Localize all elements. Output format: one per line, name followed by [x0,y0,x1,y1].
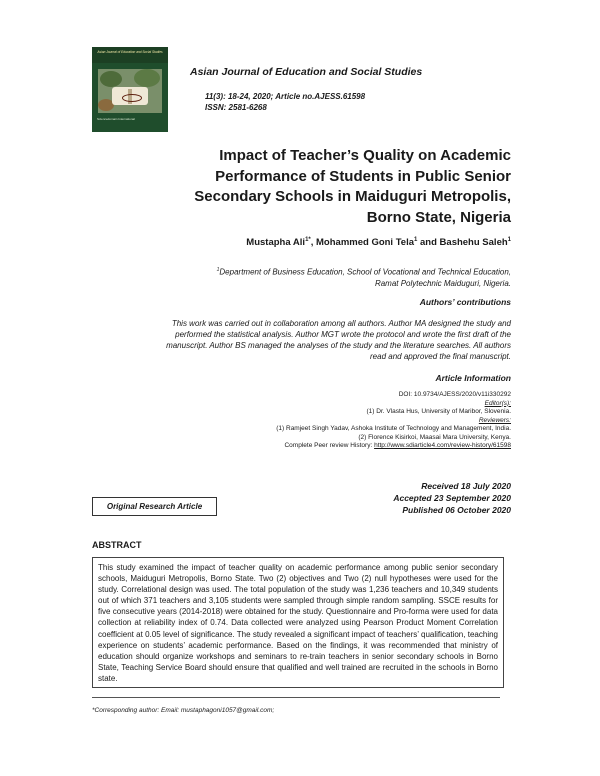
cover-title: Asian Journal of Education and Social Studies [97,50,163,54]
cover-photo [98,69,162,113]
author-name: Mohammed Goni Tela [316,237,415,249]
title-line: Borno State, Nigeria [366,208,511,226]
contributions-line: This work was carried out in collaboration among all authors. Author MA designed the study and [171,319,511,328]
reviewers-label: Reviewers: [478,416,511,424]
contributions-line: read and approved the final manuscript. [370,352,511,361]
contributions-line: manuscript. Author BS managed the analyses of the study and the literature searches. All authors [166,341,511,350]
received-date: Received 18 July 2020 [421,481,511,491]
cover-publisher: Sciencedomain International [97,117,135,121]
reviewer: (1) Ramjeet Singh Yadav, Ashoka Institute of Technology and Management, India. [276,425,511,432]
issn: ISSN: 2581-6268 [205,103,267,112]
corresponding-author-footnote: *Corresponding author: Email: mustaphagoni1057@gmail.com; [92,707,275,714]
title-line: Impact of Teacher’s Quality on Academic [219,147,511,164]
affiliation-line: Ramat Polytechnic Maiduguri, Nigeria. [374,278,511,288]
title-line: Secondary Schools in Maiduguri Metropolis, [194,188,511,205]
author-name: Mustapha Ali [246,237,306,249]
author-affil-mark: 1 [414,237,418,243]
glasses-illustration [122,94,142,102]
journal-cover-image [92,47,168,132]
contributions-text [81,318,511,362]
published-date: Published 06 October 2020 [402,505,511,515]
article-info-heading: Article Information [435,373,511,383]
author-affil-mark: 1 [507,237,511,243]
affiliation-mark: 1 [216,267,220,273]
author-list [246,237,511,248]
author-separator: and [417,237,440,249]
abstract-heading: ABSTRACT [92,540,142,550]
author-separator: , [310,237,317,249]
contributions-heading: Authors’ contributions [419,297,511,307]
paper-title [151,146,511,228]
article-type-badge: Original Research Article [92,497,217,516]
publication-dates [393,480,511,516]
title-line: Performance of Students in Public Senior [215,167,511,185]
editors-label: Editor(s): [484,399,511,407]
author-affil-mark: 1* [305,237,311,243]
footnote-divider [92,697,500,698]
journal-name: Asian Journal of Education and Social Studies [190,66,423,78]
reviewer: (2) Florence Kisirkoi, Maasai Mara University, Kenya. [358,433,511,441]
volume-info: 11(3): 18-24, 2020; Article no.AJESS.61598 [205,92,366,101]
history-label: Complete Peer review History: [284,442,375,449]
doi: DOI: 10.9734/AJESS/2020/v11i330292 [398,391,511,398]
affiliation [151,265,511,289]
article-info [131,391,511,451]
editor: (1) Dr. Vlasta Hus, University of Maribor, Slovenia. [366,408,511,415]
abstract-text: This study examined the impact of teacher quality on academic performance among public senior secondary schools, Maiduguri Metropolis, Borno State. Two (2) objectives and Two (2) null hypotheses were used for the study. Correlational design was used. The total population of the study was 1,236 teachers and 10,349 students out of which 371 teachers and 3,105 students were sampled through simple random sampling. SSCE results for five consecutive years (2014-2018) were obtained for the study. Questionnaire and Pro-forma were used for data collection at reliability index of 0.74. Data collected were analyzed using Pearson Product Moment Correlation coefficient at 0.05 level of significance. The study revealed a significant impact of teachers’ qualification, teaching experience on students’ academic performance. Based on the findings, it was recommended that ministry of education should organize workshops and seminars to re-train teachers in senior secondary schools in Borno State, Teaching Service Board should ensure that qualified and well trained are recruited in the schools in Borno state. [92,557,504,688]
review-history-link[interactable]: http://www.sdiarticle4.com/review-history/61598 [374,442,511,449]
accepted-date: Accepted 23 September 2020 [393,493,511,503]
author-name: Bashehu Saleh [439,237,508,249]
contributions-line: performed the statistical analysis. Author MGT wrote the protocol and wrote the first draft of the [175,330,511,339]
affiliation-line: Department of Business Education, School of Vocational and Technical Education, [219,267,511,277]
